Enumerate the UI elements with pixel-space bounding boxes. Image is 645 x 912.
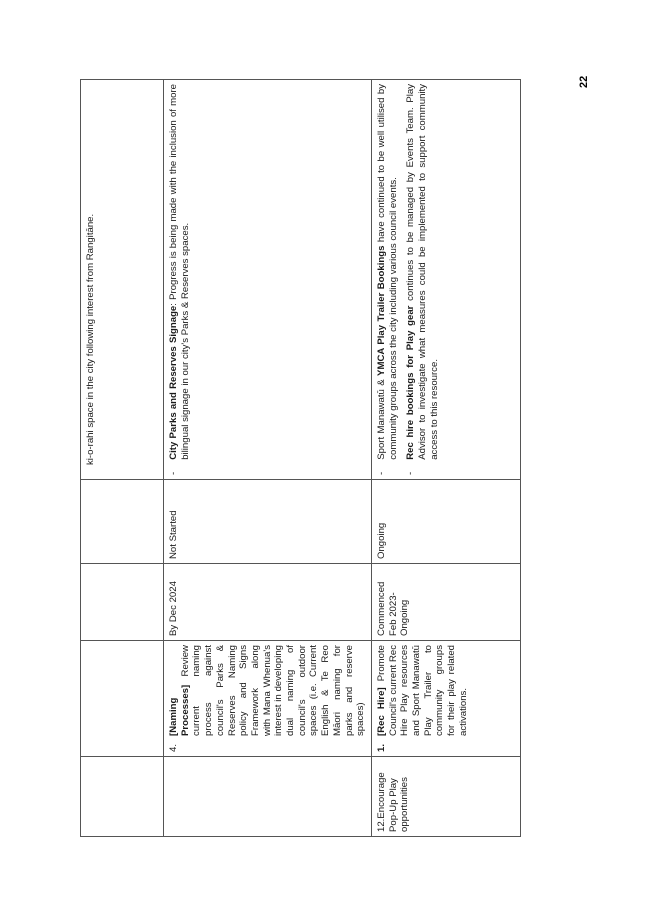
- timeframe-cell: Commenced Feb 2023- Ongoing: [371, 564, 520, 641]
- action-title: [Rec Hire]: [375, 687, 387, 736]
- action-cell: [371, 641, 520, 757]
- update-heading: City Parks and Reserves Signage: [168, 305, 179, 460]
- bullet-dash: -: [168, 471, 179, 475]
- goal-cell: 12.Encourage Pop-Up Play opportunities: [371, 757, 520, 837]
- update-heading: YMCA Play Trailer Bookings: [375, 245, 387, 376]
- bullet-dash: -: [405, 471, 417, 475]
- status-cell: Ongoing: [371, 480, 520, 564]
- timeframe-cell: By Dec 2024: [164, 564, 372, 641]
- action-title: [Naming Processes]: [168, 684, 191, 736]
- bullet-dash: -: [375, 471, 387, 475]
- action-plan-table: [80, 79, 521, 837]
- update-heading: Rec hire bookings for Play gear: [405, 305, 417, 460]
- timeframe-cell: [81, 564, 164, 641]
- update-cell: [371, 80, 520, 480]
- update-cell: [81, 80, 164, 480]
- action-cell: [164, 641, 372, 757]
- update-prefix: Sport Manawatū &: [375, 375, 387, 460]
- action-text: Review current naming process against council's Parks & Reserves Naming policy and Signs Framework along with Mana Whenua's interest in developing dual naming of council's outdoor spaces (i.e. Current English & Te Reo Māori naming for parks and reserve spaces): [179, 645, 367, 736]
- table-row: [164, 80, 372, 837]
- status-cell: Not Started: [164, 480, 372, 564]
- update-text: continues to be managed by Events Team. Play Advisor to investigate what measures could be implemented to support community access to this resource.: [405, 84, 440, 460]
- status-cell: [81, 480, 164, 564]
- update-text: have continued to be well utilised by community groups across the city including various council events.: [375, 84, 399, 460]
- table-row: [81, 80, 164, 837]
- action-number: 4.: [168, 743, 179, 752]
- action-cell: [81, 641, 164, 757]
- update-text: : Progress is being made with the inclusion of more bilingual signage in our city's Parks & Reserves spaces.: [168, 84, 191, 460]
- table-row: [371, 80, 520, 837]
- goal-cell: [164, 757, 372, 837]
- document-area: [80, 80, 496, 837]
- update-text: ki-o-rahi space in the city following interest from Rangitāne.: [85, 213, 96, 465]
- page-number: 22: [578, 75, 590, 88]
- update-cell: [164, 80, 372, 480]
- goal-cell: [81, 757, 164, 837]
- action-text: Promote Council's current Rec Hire Play resources and Sport Manawatū Play Trailer to community groups for their play related activations.: [375, 645, 469, 736]
- action-number: 1.: [375, 743, 387, 752]
